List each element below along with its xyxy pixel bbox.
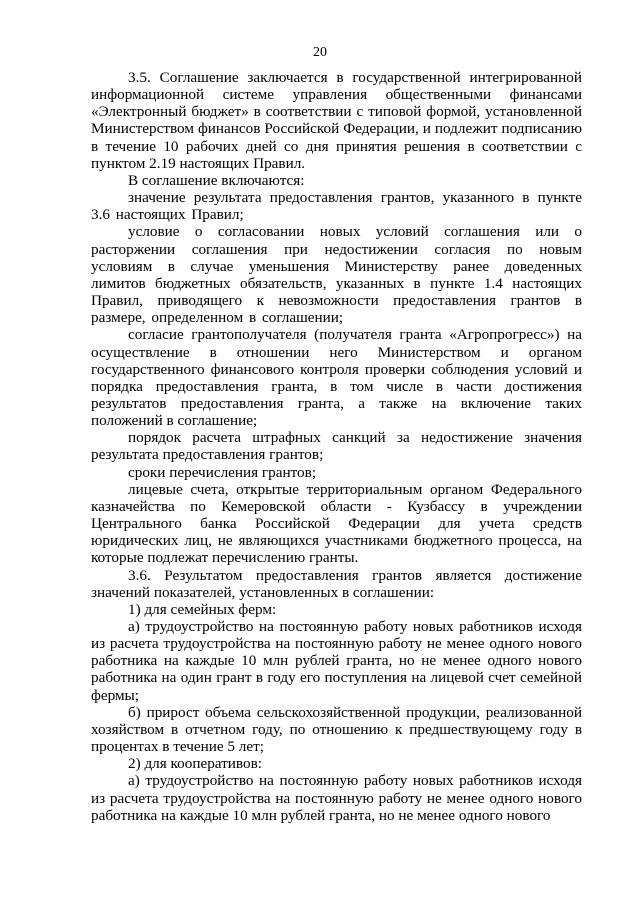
paragraph-cooperatives: 2) для кооперативов: [128, 755, 262, 773]
paragraph-cooperatives-a: а) трудоустройство на постоянную работу новых работников исходя из расчета трудоустройства на постоянную работу не менее одного нового работника на каждые 10 млн рублей гранта, но не менее одного нового [91, 772, 582, 824]
page-number: 20 [313, 45, 327, 60]
paragraph-3-5-agreement: 3.5. Соглашение заключается в государственной интегрированной информационной системе управления общественными финансами «Электронный бюджет» в соответствии с типовой формой, установленной Министерством финансов Российской Федерации, и подлежит подписанию в течение 10 рабочих дней со дня принятия решения в соответствии с пунктом 2.19 настоящих Правил. [91, 69, 582, 172]
document-body [91, 69, 582, 824]
paragraph-penalty-calculation: порядок расчета штрафных санкций за недостижение значения результата предоставления грантов; [91, 429, 582, 464]
paragraph-family-farms-a: а) трудоустройство на постоянную работу новых работников исходя из расчета трудоустройства на постоянную работу не менее одного нового работника на каждые 10 млн рублей гранта, но не менее одного нового работника на один грант в году его поступления на лицевой счет семейной фермы; [91, 618, 582, 704]
paragraph-grantee-consent: согласие грантополучателя (получателя гранта «Агропрогресс») на осуществление в отношении него Министерством и органом государственного финансового контроля проверки соблюдения условий и порядка предоставления гранта, в том числе в части достижения результатов предоставления гранта, а также на включение таких положений в соглашение; [91, 326, 582, 430]
paragraph-transfer-terms: сроки перечисления грантов; [128, 463, 317, 481]
paragraph-family-farms: 1) для семейных ферм: [128, 600, 277, 618]
paragraph-personal-accounts: лицевые счета, открытые территориальным органом Федерального казначейства по Кемеровской области - Кузбассу в учреждении Центрального банка Российской Федерации для учета средств юридических лиц, не являющихся участниками бюджетного процесса, на которые подлежат перечислению гранты. [91, 480, 582, 567]
paragraph-result-value: значение результата предоставления грантов, указанного в пункте 3.6 настоящих Правил; [91, 189, 582, 224]
paragraph-3-6-result: 3.6. Результатом предоставления грантов является достижение значений показателей, установленных в соглашении: [91, 566, 582, 601]
paragraph-agreement-includes: В соглашение включаются: [128, 171, 305, 189]
paragraph-family-farms-b: б) прирост объема сельскохозяйственной продукции, реализованной хозяйством в отчетном году, по отношению к предшествующему году в процентах в течение 5 лет; [91, 703, 582, 756]
paragraph-new-conditions: условие о согласовании новых условий соглашения или о расторжении соглашения при недостижении согласия по новым условиям в случае уменьшения Министерству ранее доведенных лимитов бюджетных обязательств, указанных в пункте 1.4 настоящих Правил, приводящего к невозможности предоставления грантов в размере, определенном в соглашении; [91, 223, 582, 327]
